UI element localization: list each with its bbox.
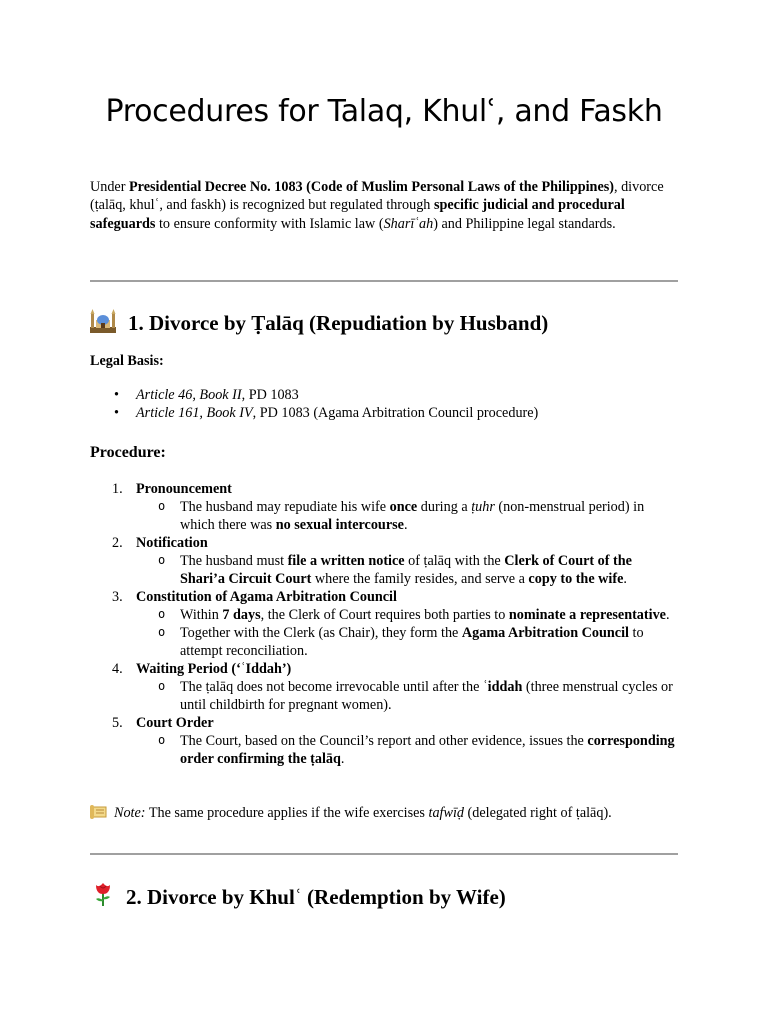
text: The husband may repudiate his wife bbox=[180, 499, 390, 515]
step-item bbox=[90, 588, 680, 660]
sub-item bbox=[136, 678, 680, 714]
italic-text: tafwīḍ bbox=[428, 805, 464, 821]
horizontal-rule bbox=[90, 853, 678, 855]
text: . bbox=[665, 607, 670, 623]
step-title: Court Order bbox=[136, 715, 214, 731]
bold-text: once bbox=[389, 499, 418, 515]
bold-text: no sexual intercourse bbox=[275, 517, 404, 533]
sub-item bbox=[136, 498, 680, 534]
text: Within bbox=[180, 607, 223, 623]
step-title: Waiting Period (‘ʿIddah’) bbox=[136, 661, 292, 677]
basis-article: Article 161, Book IV bbox=[136, 405, 253, 421]
rose-icon bbox=[94, 881, 114, 913]
intro-paragraph bbox=[90, 178, 690, 233]
intro-italic-shariah: Sharīʿah bbox=[383, 215, 434, 232]
intro-text: ) and Philippine legal standards. bbox=[433, 215, 616, 232]
section-2-heading bbox=[90, 881, 506, 913]
bold-text: corresponding order confirming the ṭalāq bbox=[180, 733, 675, 767]
intro-bold-safeguards: specific judicial and procedural safeguards bbox=[90, 197, 625, 232]
step-sublist bbox=[136, 552, 680, 588]
text: The same procedure applies if the wife exercises bbox=[145, 805, 429, 821]
text: , the Clerk of Court requires both parties to bbox=[260, 607, 509, 623]
step-item bbox=[90, 714, 680, 768]
basis-article: Article 46, Book II bbox=[136, 387, 242, 403]
step-number: 1. bbox=[112, 481, 123, 497]
step-item bbox=[90, 660, 680, 714]
sub-item bbox=[136, 732, 680, 768]
text: of ṭalāq with the bbox=[404, 553, 505, 569]
bold-text: Agama Arbitration Council bbox=[461, 625, 629, 641]
horizontal-rule bbox=[90, 280, 678, 282]
text: The Court, based on the Council’s report and other evidence, issues the bbox=[180, 733, 588, 749]
step-title: Constitution of Agama Arbitration Council bbox=[136, 589, 397, 605]
step-sublist bbox=[136, 732, 680, 768]
step-number: 4. bbox=[112, 661, 123, 677]
text: Together with the Clerk (as Chair), they form the bbox=[180, 625, 462, 641]
step-sublist bbox=[136, 678, 680, 714]
list-item bbox=[90, 404, 680, 422]
intro-text: Under bbox=[90, 179, 130, 195]
text: . bbox=[403, 517, 408, 533]
step-item bbox=[90, 480, 680, 534]
bold-text: ʿiddah bbox=[482, 679, 523, 695]
legal-basis-list bbox=[90, 386, 680, 422]
note-paragraph bbox=[90, 804, 690, 822]
legal-basis-label: Legal Basis: bbox=[90, 353, 164, 369]
note-label: Note: bbox=[114, 805, 146, 821]
step-item bbox=[90, 534, 680, 588]
text: The husband must bbox=[180, 553, 288, 569]
step-number: 3. bbox=[112, 589, 123, 605]
step-number: 5. bbox=[112, 715, 123, 731]
step-number: 2. bbox=[112, 535, 123, 551]
text: (three menstrual cycles or until childbirth for pregnant women). bbox=[180, 679, 673, 713]
bold-text: 7 days bbox=[222, 607, 261, 623]
section-1-heading bbox=[90, 309, 548, 339]
bold-text: file a written notice bbox=[287, 553, 405, 569]
step-title: Notification bbox=[136, 535, 208, 551]
step-sublist bbox=[136, 606, 680, 660]
text: The ṭalāq does not become irrevocable until after the bbox=[180, 679, 483, 695]
text: to attempt reconciliation. bbox=[180, 625, 644, 659]
intro-text: , divorce (ṭalāq, khulʿ, and faskh) is recognized but regulated through bbox=[90, 179, 664, 214]
text: where the family resides, and serve a bbox=[311, 571, 529, 587]
section-2-title: 2. Divorce by Khulʿ (Redemption by Wife) bbox=[126, 885, 506, 909]
procedure-steps bbox=[90, 480, 680, 768]
list-item bbox=[90, 386, 680, 404]
page-title: Procedures for Talaq, Khulʿ, and Faskh bbox=[105, 94, 663, 129]
basis-rest: , PD 1083 (Agama Arbitration Council procedure) bbox=[252, 405, 539, 421]
step-title: Pronouncement bbox=[136, 481, 232, 497]
mosque-icon bbox=[90, 309, 116, 339]
basis-rest: , PD 1083 bbox=[241, 387, 299, 403]
step-sublist bbox=[136, 498, 680, 534]
intro-bold-decree: Presidential Decree No. 1083 (Code of Muslim Personal Laws of the Philippines) bbox=[129, 179, 614, 195]
sub-item bbox=[136, 624, 680, 660]
section-1-title: 1. Divorce by Ṭalāq (Repudiation by Husband) bbox=[128, 311, 549, 335]
intro-text: to ensure conformity with Islamic law ( bbox=[155, 215, 384, 232]
text: (delegated right of ṭalāq). bbox=[464, 805, 612, 821]
bold-text: Clerk of Court of the Shari’a Circuit Court bbox=[180, 553, 632, 587]
text: . bbox=[623, 571, 627, 587]
bold-text: nominate a representative bbox=[508, 607, 666, 623]
italic-text: ṭuhr bbox=[471, 499, 495, 515]
bold-text: copy to the wife bbox=[528, 571, 624, 587]
text: (non-menstrual period) in which there was bbox=[180, 499, 645, 533]
sub-item bbox=[136, 606, 680, 624]
text: . bbox=[340, 751, 345, 767]
scroll-icon bbox=[90, 805, 108, 819]
text: during a bbox=[417, 499, 472, 515]
procedure-label: Procedure: bbox=[90, 444, 166, 461]
sub-item bbox=[136, 552, 680, 588]
